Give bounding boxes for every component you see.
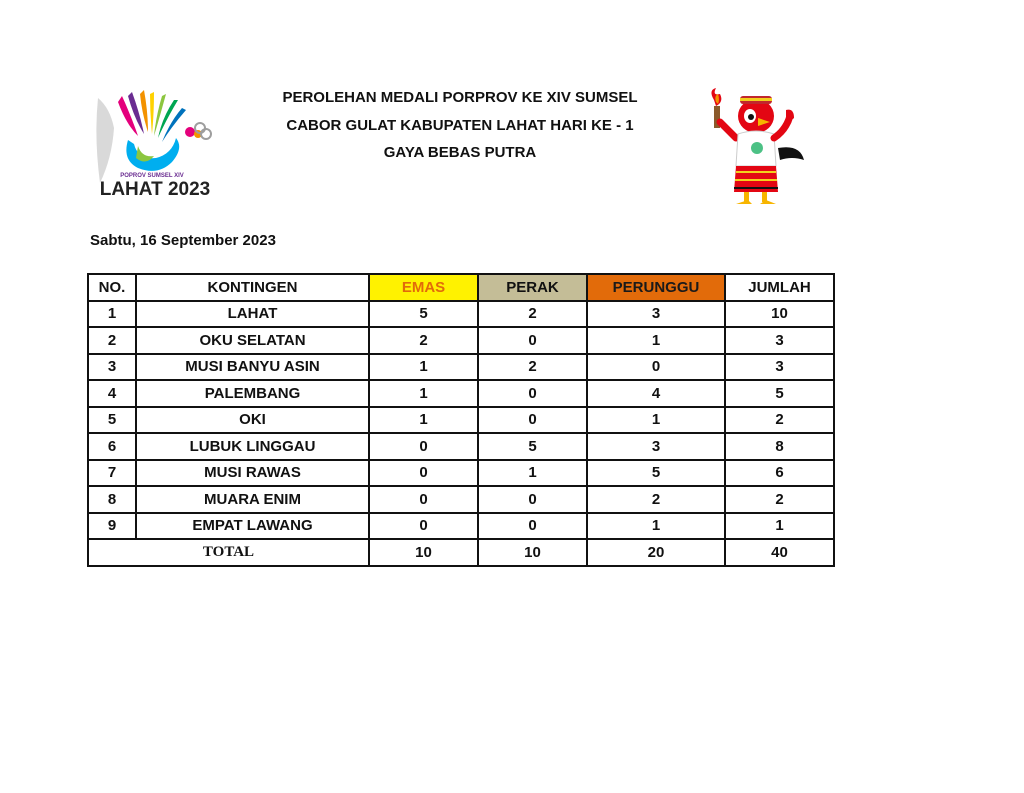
header-perak: PERAK: [478, 274, 587, 301]
cell-no: 9: [88, 513, 136, 540]
report-title: [230, 84, 690, 167]
header-perunggu: PERUNGGU: [587, 274, 725, 301]
total-label: TOTAL: [88, 539, 369, 566]
cell-no: 8: [88, 486, 136, 513]
rooster-mascot-image: [700, 88, 812, 210]
cell-no: 2: [88, 327, 136, 354]
porprov-lahat-logo: [92, 88, 220, 204]
table-row: [88, 486, 834, 513]
cell-perunggu: 0: [587, 354, 725, 381]
header-emas: EMAS: [369, 274, 478, 301]
cell-perunggu: 1: [587, 327, 725, 354]
cell-perunggu: 4: [587, 380, 725, 407]
table-header-row: [88, 274, 834, 301]
table-row: [88, 327, 834, 354]
cell-emas: 0: [369, 513, 478, 540]
cell-kontingen: MUSI BANYU ASIN: [136, 354, 369, 381]
cell-jumlah: 2: [725, 486, 834, 513]
cell-kontingen: PALEMBANG: [136, 380, 369, 407]
title-line-1: PEROLEHAN MEDALI PORPROV KE XIV SUMSEL: [282, 89, 638, 106]
cell-perunggu: 1: [587, 513, 725, 540]
cell-no: 4: [88, 380, 136, 407]
cell-perak: 0: [478, 407, 587, 434]
cell-kontingen: OKI: [136, 407, 369, 434]
cell-kontingen: LUBUK LINGGAU: [136, 433, 369, 460]
cell-emas: 0: [369, 486, 478, 513]
cell-kontingen: MUSI RAWAS: [136, 460, 369, 487]
total-emas: 10: [369, 539, 478, 566]
cell-emas: 5: [369, 301, 478, 328]
title-line-2: CABOR GULAT KABUPATEN LAHAT HARI KE - 1: [286, 116, 634, 134]
total-perak: 10: [478, 539, 587, 566]
header-no: NO.: [88, 274, 136, 301]
cell-perunggu: 2: [587, 486, 725, 513]
table-row: [88, 460, 834, 487]
cell-perunggu: 3: [587, 433, 725, 460]
table-total-row: [88, 539, 834, 566]
table-row: [88, 380, 834, 407]
cell-emas: 1: [369, 407, 478, 434]
cell-jumlah: 5: [725, 380, 834, 407]
cell-jumlah: 3: [725, 354, 834, 381]
cell-perunggu: 5: [587, 460, 725, 487]
logo-subtitle: POPROV SUMSEL XIV: [120, 173, 184, 179]
cell-jumlah: 3: [725, 327, 834, 354]
total-jumlah: 40: [725, 539, 834, 566]
cell-no: 5: [88, 407, 136, 434]
cell-no: 3: [88, 354, 136, 381]
header-kontingen: KONTINGEN: [136, 274, 369, 301]
total-perunggu: 20: [587, 539, 725, 566]
cell-jumlah: 8: [725, 433, 834, 460]
medal-table: [87, 273, 835, 567]
cell-jumlah: 6: [725, 460, 834, 487]
cell-kontingen: EMPAT LAWANG: [136, 513, 369, 540]
cell-perak: 2: [478, 301, 587, 328]
cell-no: 6: [88, 433, 136, 460]
cell-emas: 2: [369, 327, 478, 354]
cell-emas: 0: [369, 433, 478, 460]
cell-perak: 0: [478, 513, 587, 540]
cell-kontingen: OKU SELATAN: [136, 327, 369, 354]
cell-no: 7: [88, 460, 136, 487]
table-row: [88, 433, 834, 460]
cell-perak: 1: [478, 460, 587, 487]
cell-jumlah: 10: [725, 301, 834, 328]
cell-perak: 0: [478, 486, 587, 513]
cell-no: 1: [88, 301, 136, 328]
cell-emas: 1: [369, 354, 478, 381]
cell-emas: 1: [369, 380, 478, 407]
cell-perunggu: 1: [587, 407, 725, 434]
cell-perak: 0: [478, 380, 587, 407]
cell-perunggu: 3: [587, 301, 725, 328]
report-date: Sabtu, 16 September 2023: [90, 232, 276, 249]
table-row: [88, 301, 834, 328]
title-line-3: GAYA BEBAS PUTRA: [383, 144, 537, 161]
table-row: [88, 513, 834, 540]
table-row: [88, 354, 834, 381]
header-jumlah: JUMLAH: [725, 274, 834, 301]
table-row: [88, 407, 834, 434]
cell-kontingen: MUARA ENIM: [136, 486, 369, 513]
logo-wordmark: LAHAT 2023: [99, 179, 211, 200]
cell-perak: 2: [478, 354, 587, 381]
cell-perak: 0: [478, 327, 587, 354]
cell-kontingen: LAHAT: [136, 301, 369, 328]
cell-jumlah: 1: [725, 513, 834, 540]
cell-jumlah: 2: [725, 407, 834, 434]
cell-perak: 5: [478, 433, 587, 460]
cell-emas: 0: [369, 460, 478, 487]
